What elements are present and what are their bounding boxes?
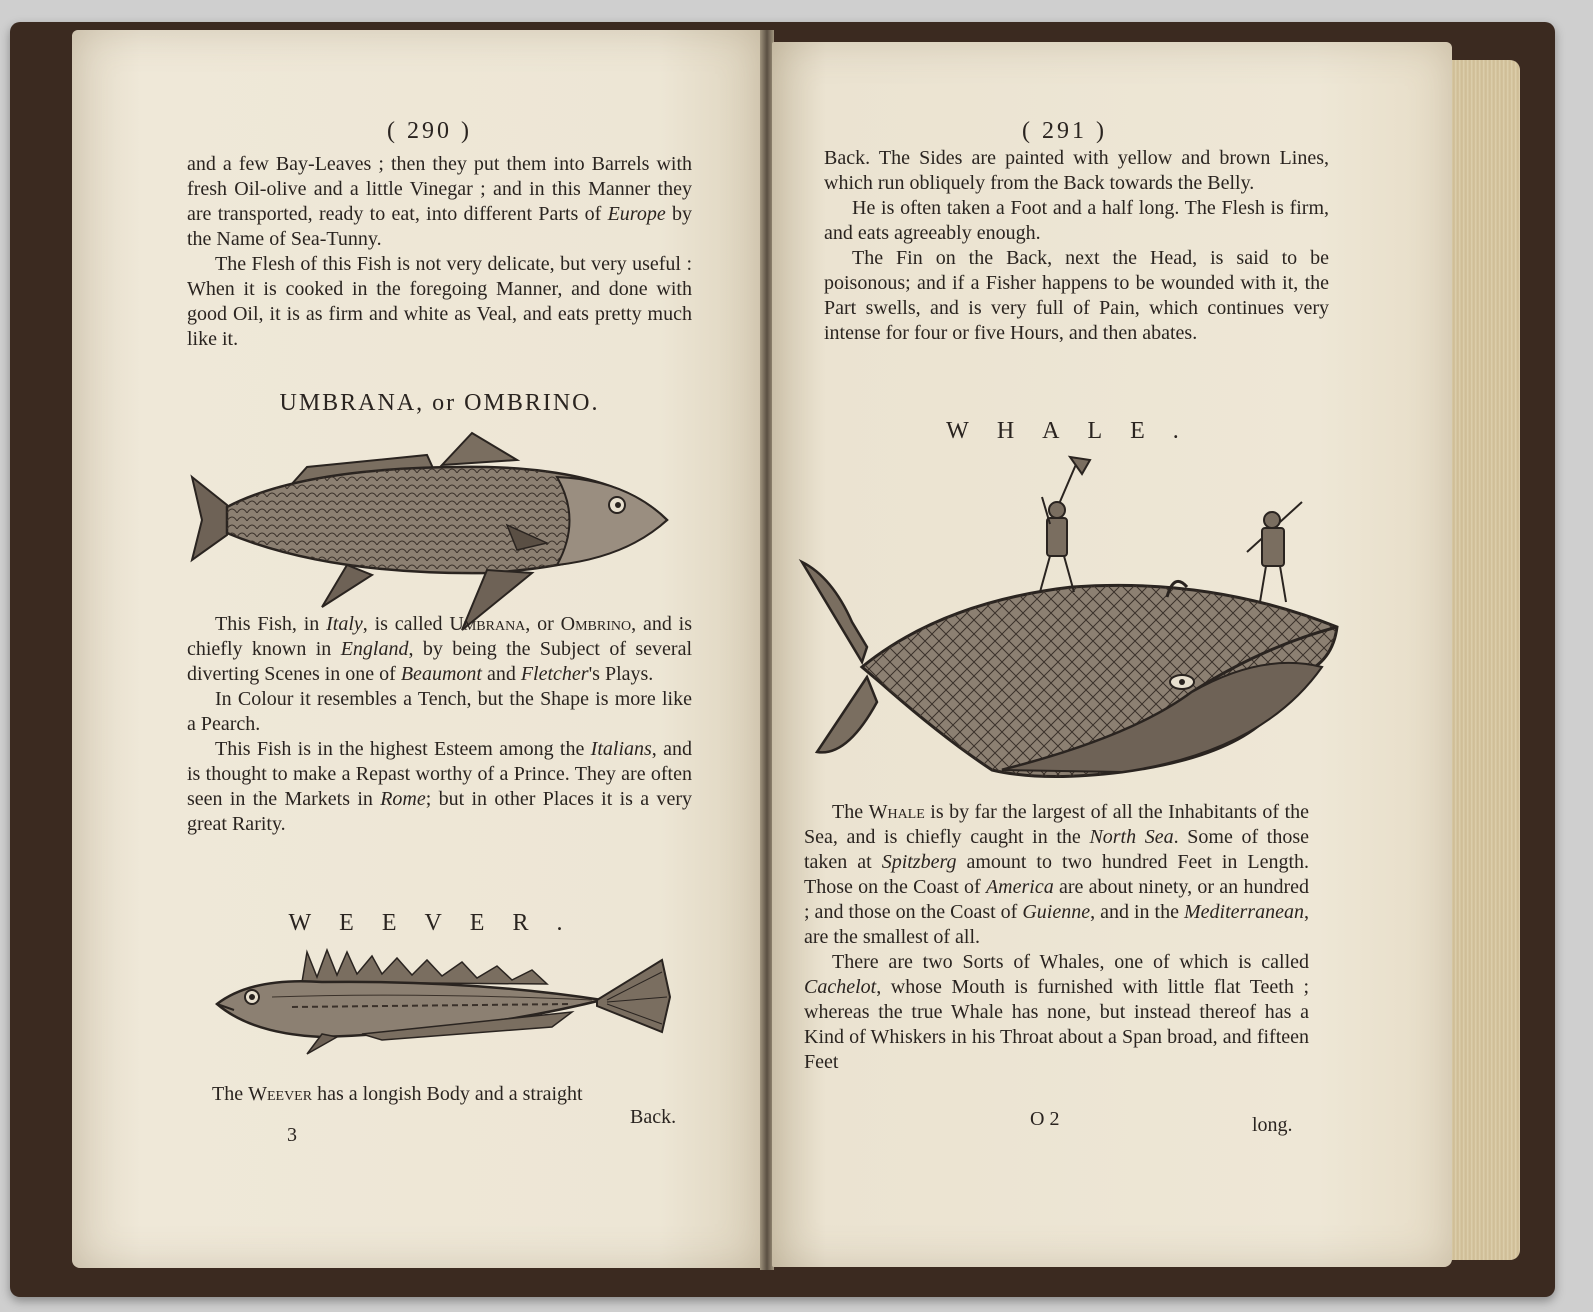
catchword-long: long.	[1252, 1114, 1293, 1136]
whale-description	[804, 800, 1309, 1075]
page-number-290: ( 290 )	[387, 118, 472, 144]
intro-paragraph	[187, 152, 692, 352]
whale-heading: WHALE.	[946, 418, 1207, 444]
right-paragraph-1: Back. The Sides are painted with yellow and brown Lines, which run obliquely from the Back towards the Belly.	[824, 147, 1329, 194]
signature-mark-3: 3	[287, 1124, 297, 1146]
flesh-paragraph: The Flesh of this Fish is not very delicate, but very useful : When it is cooked in the foregoing Manner, and done with good Oil, it is as firm and white as Veal, and eats pretty much like it.	[187, 253, 692, 350]
weever-heading: WEEVER.	[288, 910, 591, 936]
figure-with-musket	[1247, 502, 1302, 602]
whale-paragraph-2: There are two Sorts of Whales, one of which is called Cachelot, whose Mouth is furnished with little flat Teeth ; whereas the true Whale has none, but instead thereof has a Kind of Whiskers in his Throat about a Span broad, and fifteen Feet	[804, 951, 1309, 1073]
catchword-back: Back.	[630, 1106, 677, 1128]
right-page	[772, 42, 1452, 1267]
weever-description	[212, 1082, 692, 1107]
right-paragraph-2: He is often taken a Foot and a half long. The Flesh is firm, and eats agreeably enough.	[824, 197, 1329, 244]
page-edges	[1440, 60, 1520, 1260]
umbrana-paragraph-1: This Fish, in Italy, is called Umbrana, or Ombrino, and is chiefly known in England, by being the Subject of several diverting Scenes in one of Beaumont and Fletcher's Plays.	[187, 613, 693, 685]
umbrana-description	[187, 612, 692, 837]
intro-text: and a few Bay-Leaves ; then they put them into Barrels with fresh Oil-olive and a little Vinegar ; and in this Manner they are transported, ready to eat, into different Parts of Europe by the Name of Sea-Tunny.	[187, 153, 693, 250]
weever-paragraph: The Weever has a longish Body and a straight	[212, 1083, 583, 1105]
signature-mark-o2: O 2	[1030, 1108, 1060, 1130]
umbrana-paragraph-3: This Fish is in the highest Esteem among the Italians, and is thought to make a Repast worthy of a Prince. They are often seen in the Markets in Rome; but in other Places it is a very great Rarity.	[187, 738, 692, 835]
whale-illustration	[792, 452, 1342, 792]
weever-fish-illustration	[212, 942, 672, 1057]
right-paragraph-3: The Fin on the Back, next the Head, is said to be poisonous; and if a Fisher happens to be wounded with it, the Part swells, and is very full of Pain, which continues very intense for four or five Hours, and then abates.	[824, 247, 1329, 344]
umbrana-fish-illustration	[187, 425, 677, 610]
page-number-291: ( 291 )	[1022, 118, 1107, 144]
figure-with-axe	[1040, 457, 1090, 592]
whale-paragraph-1: The Whale is by far the largest of all the Inhabitants of the Sea, and is chiefly caught in the North Sea. Some of those taken at Spitzberg amount to two hundred Feet in Length. Those on the Coast of America are about ninety, or an hundred ; and those on the Coast of Guienne, and in the Mediterranean, are the smallest of all.	[804, 801, 1310, 948]
weever-continued-text	[824, 146, 1329, 346]
left-page	[72, 30, 762, 1268]
umbrana-heading: UMBRANA, or OMBRINO.	[279, 390, 600, 416]
umbrana-paragraph-2: In Colour it resembles a Tench, but the Shape is more like a Pearch.	[187, 688, 692, 735]
